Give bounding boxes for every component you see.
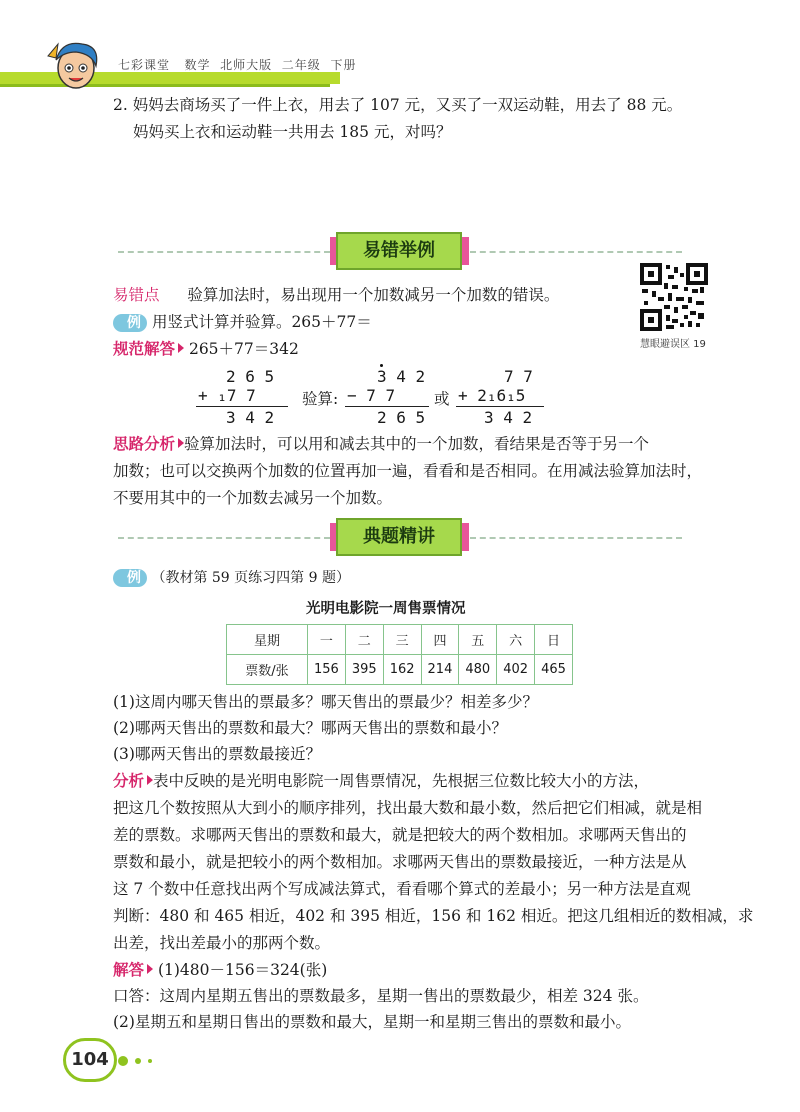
day-cell: 日 — [535, 625, 573, 655]
ticket-cell: 162 — [383, 655, 421, 685]
ticket-table — [226, 624, 573, 685]
lecture-analysis-text-1: 表中反映的是光明电影院一周售票情况，先根据三位数比较大小的方法， — [153, 772, 650, 790]
day-cell: 一 — [308, 625, 346, 655]
check-top: 3 4 2 — [377, 367, 426, 386]
day-cell: 四 — [421, 625, 459, 655]
ticket-cell: 480 — [459, 655, 497, 685]
lecture-analysis-line-7: 出差，找出差最小的那两个数。 — [113, 934, 331, 952]
table-row — [227, 655, 573, 685]
error-analysis-text-1: 验算加法时，可以用和减去其中的一个加数，看结果是否等于另一个 — [184, 435, 650, 453]
calc-main-top: 2 6 5 — [226, 367, 275, 386]
header-edition: 北师大版 — [220, 58, 273, 72]
lecture-analysis-line-6: 判断：480 和 465 相近，402 和 395 相近，156 和 162 相近。把这几组相近的数相减，求 — [113, 907, 754, 925]
header-title — [118, 56, 356, 73]
decor-dot — [148, 1059, 152, 1063]
lecture-analysis-line-4: 票数和最小，就是把较小的两个数相加。求哪两天售出的票数最接近，一种方法是从 — [113, 853, 687, 871]
ticket-cell: 395 — [345, 655, 383, 685]
ticket-cell: 465 — [535, 655, 573, 685]
error-point-label: 易错点 — [113, 286, 160, 304]
qr-code-icon — [640, 263, 708, 331]
day-cell: 六 — [497, 625, 535, 655]
ticket-cell: 214 — [421, 655, 459, 685]
error-analysis-label: 思路分析 — [113, 435, 176, 453]
lecture-analysis-line-2: 把这几个数按照从大到小的顺序排列，找出最大数和最小数，然后把它们相减，就是相 — [113, 799, 703, 817]
decor-dot — [118, 1056, 128, 1066]
divider-right-2 — [470, 537, 682, 539]
ticket-cell: 402 — [497, 655, 535, 685]
ticket-cell: 156 — [308, 655, 346, 685]
example-pill: 例 — [113, 314, 147, 332]
answer-2: (2)星期五和星期日售出的票数和最大，星期一和星期三售出的票数和最小。 — [113, 1013, 631, 1031]
page-number: 104 — [63, 1038, 117, 1082]
question-2: (2)哪两天售出的票数和最大？哪两天售出的票数和最小？ — [113, 719, 507, 737]
error-analysis-line-1 — [113, 431, 649, 458]
arrow-icon — [147, 964, 153, 974]
question-3: (3)哪两天售出的票数最接近？ — [113, 745, 321, 763]
check-rule — [345, 406, 429, 407]
header-subject: 数学 — [184, 58, 211, 72]
question-1: (1)这周内哪天售出的票最多？哪天售出的票最少？相差多少？ — [113, 693, 538, 711]
calc-main-rule — [196, 406, 288, 407]
check-sub: − 7 7 — [347, 386, 396, 405]
section-title-lecture: 典题精讲 — [336, 518, 462, 556]
divider-left — [118, 251, 330, 253]
header-volume: 下册 — [330, 58, 357, 72]
error-analysis-line-2: 加数；也可以交换两个加数的位置再加一遍，看看和是否相同。在用减法验算加法时， — [113, 462, 703, 480]
error-example-text: 用竖式计算并验算。265＋77＝ — [151, 313, 372, 331]
row-header-tickets: 票数/张 — [227, 655, 308, 685]
header-series: 七彩课堂 — [118, 58, 171, 72]
standard-answer-text: 265＋77＝342 — [188, 340, 299, 358]
calc-main-add: + ₁7 7 — [198, 386, 256, 405]
header-grade: 二年级 — [281, 58, 321, 72]
answer-row-1 — [113, 957, 327, 984]
alt-rule — [456, 406, 544, 407]
table-title: 光明电影院一周售票情况 — [306, 601, 466, 617]
table-row — [227, 625, 573, 655]
lecture-source: （教材第 59 页练习四第 9 题） — [151, 570, 350, 586]
lecture-example-pill: 例 — [113, 569, 147, 587]
lecture-analysis-line-1 — [113, 768, 649, 795]
decor-dot — [135, 1058, 141, 1064]
day-cell: 二 — [345, 625, 383, 655]
answer-1-reply: 口答：这周内星期五售出的票数最多，星期一售出的票数最少，相差 324 张。 — [113, 987, 649, 1005]
standard-answer-row — [113, 336, 299, 363]
banner-tab-right-2 — [461, 523, 469, 551]
lecture-analysis-label: 分析 — [113, 772, 145, 790]
row-header-day: 星期 — [227, 625, 308, 655]
mascot-icon — [42, 36, 106, 92]
section-title-errors: 易错举例 — [336, 232, 462, 270]
lecture-example-row — [113, 567, 350, 589]
lecture-analysis-line-5: 这 7 个数中任意找出两个写成减法算式，看看哪个算式的差最小；另一种方法是直观 — [113, 880, 691, 898]
alt-top: 7 7 — [504, 367, 533, 386]
error-point-row — [113, 282, 559, 309]
or-label: 或 — [434, 390, 450, 408]
answer-label: 解答 — [113, 961, 145, 979]
error-example-row — [113, 309, 372, 336]
lecture-analysis-line-3: 差的票数。求哪两天售出的票数和最大，就是把较大的两个数相加。求哪两天售出的 — [113, 826, 687, 844]
alt-result: 3 4 2 — [484, 408, 533, 427]
problem2-line1: 2. 妈妈去商场买了一件上衣，用去了 107 元，又买了一双运动鞋，用去了 88 元。 — [113, 96, 683, 114]
error-analysis-line-3: 不要用其中的一个加数去减另一个加数。 — [113, 489, 393, 507]
qr-caption: 慧眼避误区 19 — [640, 339, 706, 350]
check-label: 验算: — [302, 390, 339, 408]
divider-left-2 — [118, 537, 330, 539]
alt-add: + 2₁6₁5 — [458, 386, 526, 405]
divider-right — [470, 251, 682, 253]
standard-answer-label: 规范解答 — [113, 340, 176, 358]
error-point-text: 验算加法时，易出现用一个加数减另一个加数的错误。 — [187, 286, 560, 304]
arrow-icon — [178, 343, 184, 353]
check-result: 2 6 5 — [377, 408, 426, 427]
day-cell: 三 — [383, 625, 421, 655]
banner-tab-right — [461, 237, 469, 265]
day-cell: 五 — [459, 625, 497, 655]
problem2-line2: 妈妈买上衣和运动鞋一共用去 185 元，对吗？ — [133, 123, 452, 141]
calc-main-result: 3 4 2 — [226, 408, 275, 427]
answer-1: (1)480－156＝324(张) — [157, 961, 328, 979]
